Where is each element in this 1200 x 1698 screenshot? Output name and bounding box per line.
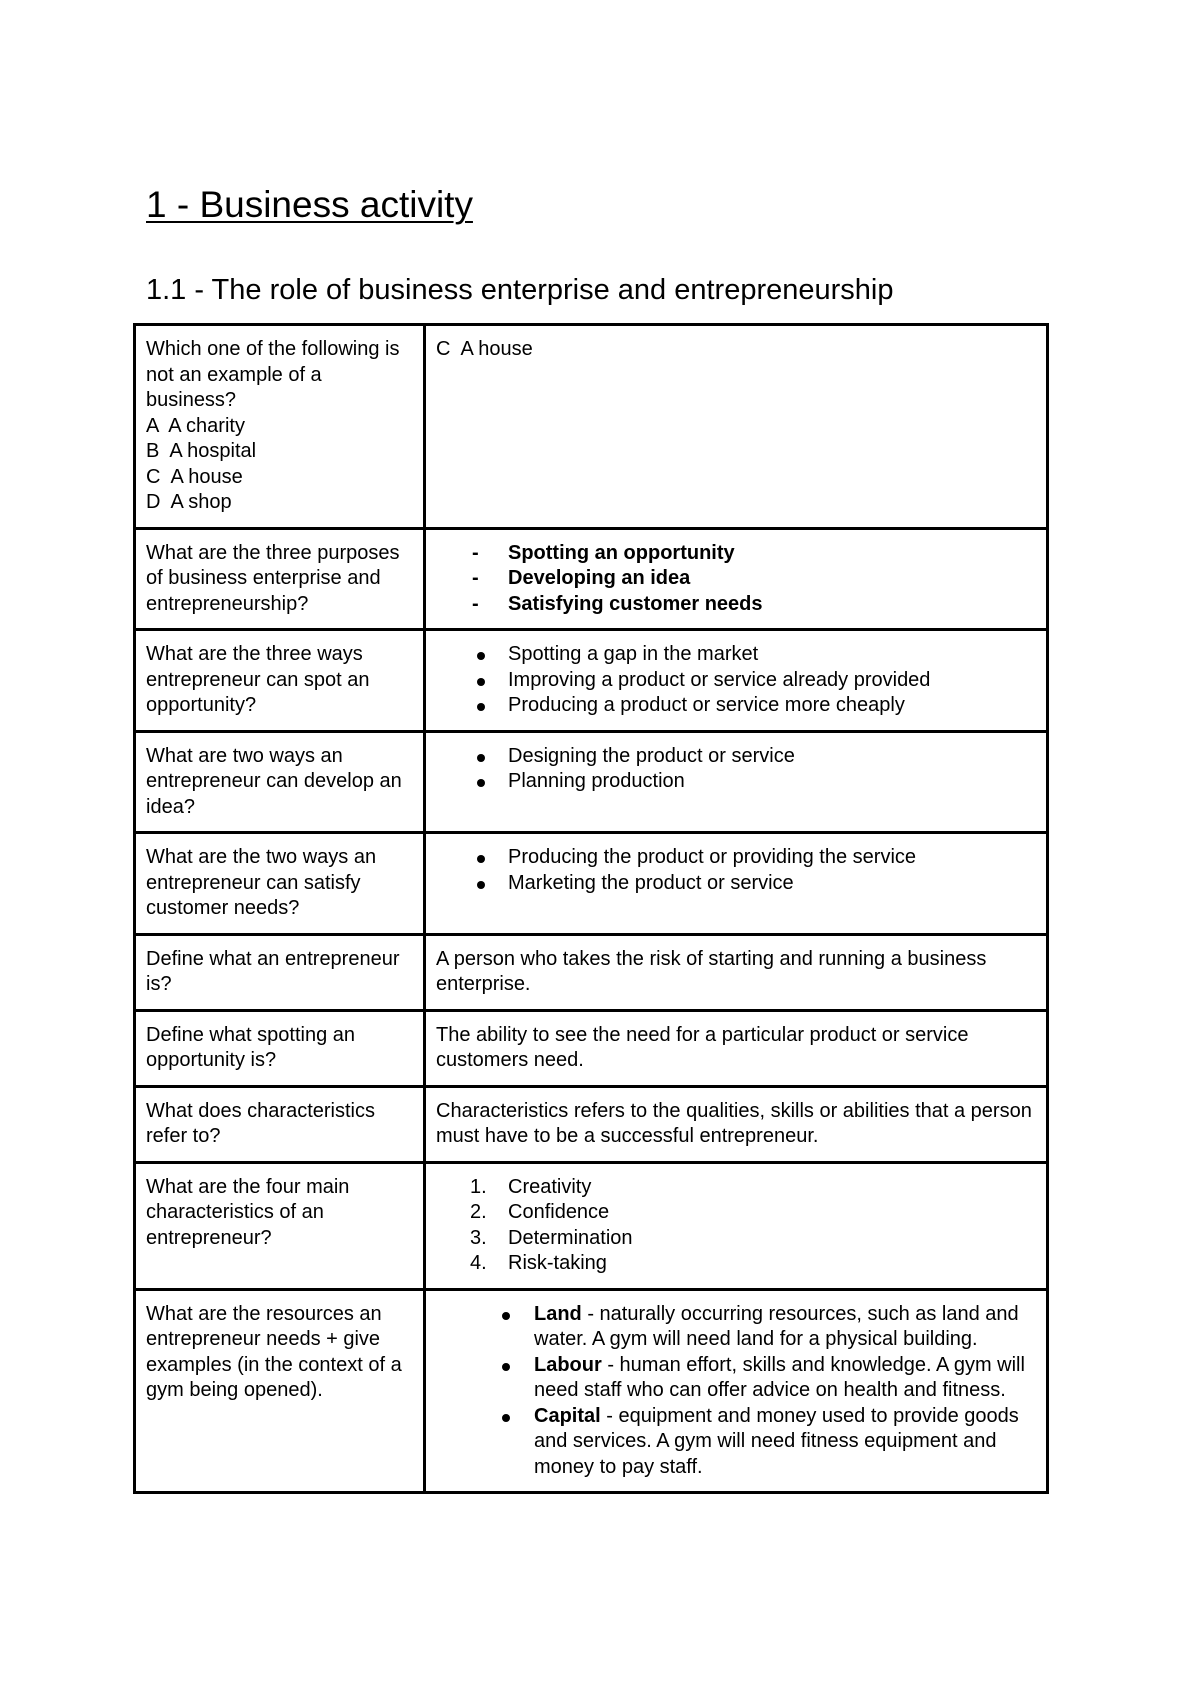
list-item-text: Determination	[508, 1226, 633, 1249]
list-item: Designing the product or service	[436, 744, 1037, 770]
answer-list	[436, 642, 1037, 719]
list-number: 4.	[470, 1252, 487, 1274]
resource-description: - naturally occurring resources, such as land and water. A gym will need land for a physical building.	[534, 1302, 1019, 1350]
page-title: 1 - Business activity	[146, 184, 473, 225]
answer-list	[436, 541, 1037, 618]
option-item: C A house	[146, 465, 243, 488]
question-cell: Define what spotting an opportunity is?	[135, 1010, 425, 1086]
list-item: Improving a product or service already provided	[436, 668, 1037, 694]
answer-cell	[425, 833, 1048, 935]
resource-description: - human effort, skills and knowledge. A gym will need staff who can offer advice on health and fitness.	[534, 1353, 1025, 1401]
list-item: Planning production	[436, 769, 1037, 795]
answer-list	[436, 1175, 1037, 1277]
table-row	[135, 630, 1048, 732]
question-cell: What are the two ways an entrepreneur can satisfy customer needs?	[135, 833, 425, 935]
answer-cell	[425, 528, 1048, 630]
question-text: Which one of the following is not an example of a business?	[146, 338, 400, 411]
list-item	[436, 1251, 1037, 1277]
list-item	[436, 1175, 1037, 1201]
list-number: 1.	[470, 1175, 487, 1198]
question-cell: What are the three ways entrepreneur can spot an opportunity?	[135, 630, 425, 732]
list-number: 3.	[470, 1226, 487, 1249]
answer-list	[436, 744, 1037, 795]
answer-cell: The ability to see the need for a particular product or service customers need.	[425, 1010, 1048, 1086]
list-item	[436, 1353, 1037, 1404]
qa-table	[133, 323, 1049, 1494]
list-item: - Satisfying customer needs	[436, 592, 1037, 618]
list-item	[436, 1226, 1037, 1252]
answer-cell	[425, 1289, 1048, 1493]
answer-cell	[425, 731, 1048, 833]
answer-cell: A person who takes the risk of starting and running a business enterprise.	[425, 934, 1048, 1010]
answer-cell	[425, 325, 1048, 529]
option-item: A A charity	[146, 414, 245, 437]
list-item	[436, 1200, 1037, 1226]
list-item-text: Creativity	[508, 1175, 592, 1198]
table-row	[135, 1289, 1048, 1493]
list-item-text: Risk-taking	[508, 1252, 607, 1274]
list-item: Producing the product or providing the service	[436, 845, 1037, 871]
list-item	[436, 1302, 1037, 1353]
table-row	[135, 1162, 1048, 1289]
question-cell: What are the resources an entrepreneur needs + give examples (in the context of a gym being opened).	[135, 1289, 425, 1493]
section-title: 1.1 - The role of business enterprise and entrepreneurship	[146, 274, 894, 306]
options-list	[146, 414, 414, 516]
list-item: Spotting a gap in the market	[436, 642, 1037, 668]
resource-description: - equipment and money used to provide goods and services. A gym will need fitness equipment and money to pay staff.	[534, 1404, 1019, 1478]
list-item: Producing a product or service more cheaply	[436, 693, 1037, 719]
table-row	[135, 528, 1048, 630]
question-cell: What are the four main characteristics of an entrepreneur?	[135, 1162, 425, 1289]
answer-list	[436, 845, 1037, 896]
resource-term: Capital	[534, 1404, 601, 1427]
option-item: B A hospital	[146, 440, 257, 462]
answer-cell	[425, 1162, 1048, 1289]
table-row	[135, 833, 1048, 935]
list-item	[436, 1404, 1037, 1481]
answer-text: C A house	[436, 338, 533, 360]
question-cell: What are the three purposes of business enterprise and entrepreneurship?	[135, 528, 425, 630]
table-row	[135, 325, 1048, 529]
list-item: - Developing an idea	[436, 566, 1037, 592]
resource-term: Labour	[534, 1353, 602, 1376]
table-row	[135, 1010, 1048, 1086]
resource-term: Land	[534, 1302, 582, 1325]
question-cell: Define what an entrepreneur is?	[135, 934, 425, 1010]
option-item: D A shop	[146, 491, 232, 513]
question-cell	[135, 325, 425, 529]
table-row	[135, 934, 1048, 1010]
list-item-text: Confidence	[508, 1201, 610, 1223]
table-row	[135, 731, 1048, 833]
list-number: 2.	[470, 1201, 487, 1223]
list-item: - Spotting an opportunity	[436, 541, 1037, 567]
table-row	[135, 1086, 1048, 1162]
answer-cell	[425, 630, 1048, 732]
answer-cell: Characteristics refers to the qualities, skills or abilities that a person must have to be a successful entrepreneur.	[425, 1086, 1048, 1162]
list-item: Marketing the product or service	[436, 871, 1037, 897]
question-cell: What are two ways an entrepreneur can develop an idea?	[135, 731, 425, 833]
question-cell: What does characteristics refer to?	[135, 1086, 425, 1162]
answer-list	[436, 1302, 1037, 1481]
